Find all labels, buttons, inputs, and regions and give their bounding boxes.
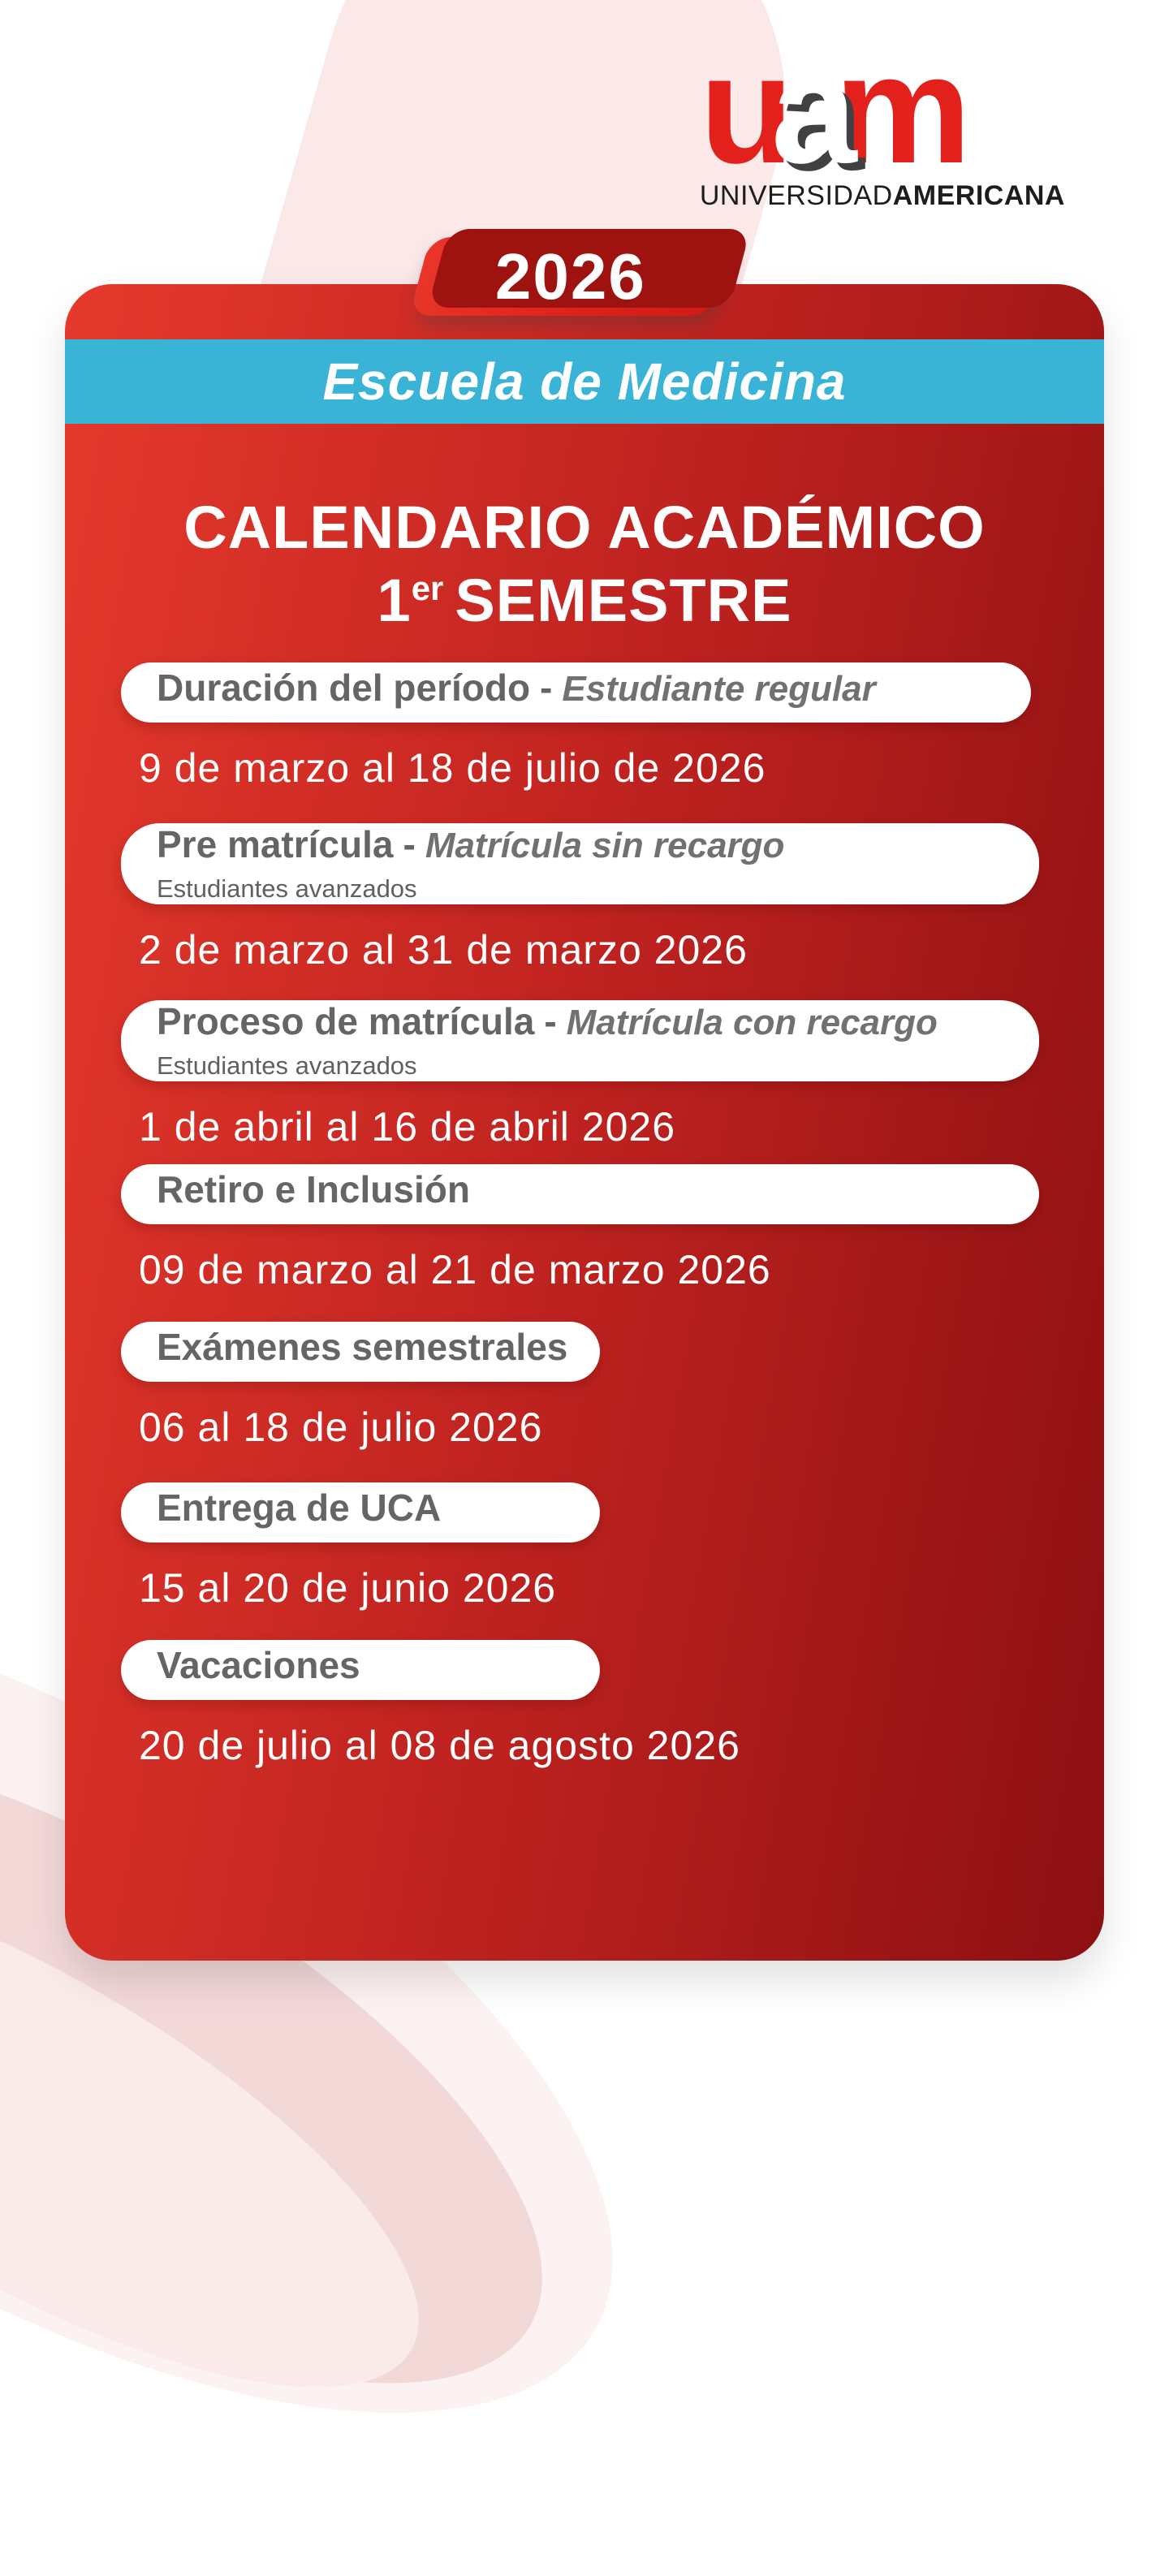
entry-label: Vacaciones: [157, 1644, 360, 1686]
entry-heading: [157, 1645, 564, 1695]
entry-label: Pre matrícula: [157, 823, 394, 865]
year-label: 2026: [495, 239, 646, 313]
wordmark-letter-m: m: [834, 24, 967, 196]
entry-subtext: Estudiantes avanzados: [157, 874, 417, 903]
entry-heading: [157, 1001, 1003, 1051]
entry-label: Proceso de matrícula: [157, 1000, 535, 1042]
entry-duracion-periodo: [121, 662, 1079, 791]
entry-pill: [121, 1322, 600, 1382]
entry-subtext: Estudiantes avanzados: [157, 1051, 417, 1080]
entry-detail: Matrícula con recargo: [566, 1003, 938, 1042]
entry-date: 2 de marzo al 31 de marzo 2026: [139, 927, 748, 973]
uam-logo: [699, 24, 1065, 212]
entry-date: 20 de julio al 08 de agosto 2026: [139, 1723, 740, 1768]
entry-date: 1 de abril al 16 de abril 2026: [139, 1104, 676, 1150]
title-line1: CALENDARIO ACADÉMICO: [183, 493, 986, 561]
entry-label: Retiro e Inclusión: [157, 1168, 470, 1210]
entry-detail: Matrícula sin recargo: [425, 826, 785, 865]
entry-pill: [121, 1640, 600, 1700]
university-name-regular: UNIVERSIDAD: [699, 180, 893, 211]
entry-detail: Estudiante regular: [562, 669, 876, 709]
year-banner: [409, 237, 732, 316]
title-semester-number: 1: [377, 566, 412, 634]
calendar-entries: [121, 662, 1079, 1768]
entry-separator: -: [403, 823, 416, 865]
entry-heading: [157, 1487, 564, 1538]
entry-retiro-inclusion: [121, 1164, 1079, 1292]
entry-date: 15 al 20 de junio 2026: [139, 1565, 557, 1611]
title-semester-ordinal: er: [411, 568, 444, 607]
calendar-card: [65, 284, 1104, 1961]
entry-pill: [121, 1164, 1039, 1224]
school-name: Escuela de Medicina: [322, 352, 847, 411]
wordmark-letter-a: a: [770, 24, 852, 196]
wordmark-letter-u: u: [699, 24, 789, 196]
page-title: [65, 491, 1104, 646]
entry-date: 9 de marzo al 18 de julio de 2026: [139, 745, 766, 791]
entry-heading: [157, 667, 995, 718]
entry-label: Duración del período: [157, 667, 531, 709]
entry-heading: [157, 824, 1003, 874]
school-band: [65, 339, 1104, 424]
university-name-bold: AMERICANA: [892, 180, 1065, 211]
entry-pre-matricula: [121, 823, 1079, 973]
entry-separator: -: [540, 667, 553, 709]
entry-heading: [157, 1326, 568, 1377]
entry-date: 06 al 18 de julio 2026: [139, 1405, 543, 1450]
entry-label: Entrega de UCA: [157, 1486, 442, 1529]
entry-separator: -: [544, 1000, 557, 1042]
title-semester-word: SEMESTRE: [455, 566, 792, 634]
entry-pill: [121, 823, 1039, 904]
entry-pill: [121, 662, 1031, 723]
entry-vacaciones: [121, 1640, 1079, 1768]
entry-pill: [121, 1000, 1039, 1081]
entry-proceso-matricula: [121, 1000, 1079, 1150]
entry-date: 09 de marzo al 21 de marzo 2026: [139, 1247, 771, 1292]
entry-entrega-uca: [121, 1482, 1079, 1611]
entry-label: Exámenes semestrales: [157, 1326, 568, 1368]
entry-examenes-semestrales: [121, 1322, 1079, 1450]
entry-pill: [121, 1482, 600, 1543]
entry-heading: [157, 1169, 1003, 1219]
